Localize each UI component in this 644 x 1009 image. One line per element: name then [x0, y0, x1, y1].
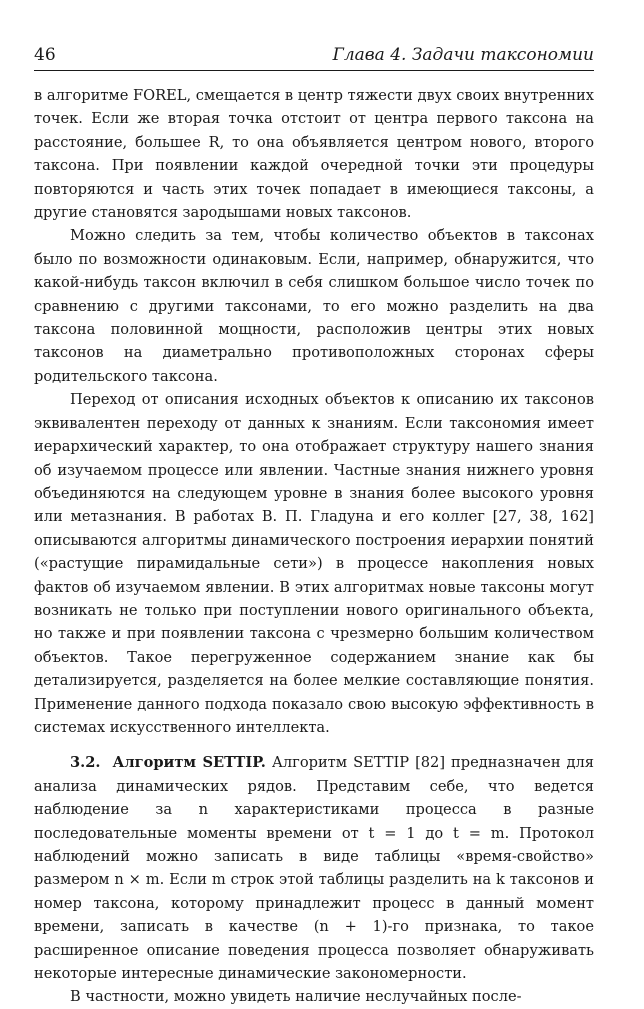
running-header: [34, 44, 594, 71]
section-text: Алгоритм SETTIP [82] предназначен для анализа динамических рядов. Представим себе, что ведется наблюдение за n характеристиками процесса в разные последовательные моменты времени от t = 1 до t = m. Протокол наблюдений можно записать в виде таблицы «время-свойство» размером n × m. Если m строк этой таблицы разделить на k таксонов и номер таксона, которому принадлежит процесс в данный момент времени, записать в качестве (n + 1)-го признака, то такое расширенное описание поведения процесса позволяет обнаруживать некоторые интересные динамические закономерности.: [34, 754, 595, 983]
paragraph-data-to-knowledge: Переход от описания исходных объектов к описанию их таксонов эквивалентен переходу от данных к знаниям. Если таксономия имеет иерархический характер, то она отображает структуру нашего знания об изучаемом процессе или явлении. Частные знания нижнего уровня объединяются на следующем уровне в знания более высокого уровня или метазнания. В работах В. П. Гладуна и его коллег [27, 38, 162] описываются алгоритмы динамического построения иерархии понятий («растущие пирамидальные сети») в процессе накопления новых фактов об изучаемом явлении. В этих алгоритмах новые таксоны могут возникать не только при поступлении нового оригинального объекта, но также и при появлении таксона с чрезмерно большим количеством объектов. Такое перегруженное содержанием знание как бы детализируется, разделяется на более мелкие составляющие понятия. Применение данного подхода показало свою высокую эффективность в системах искусственного интеллекта.: [34, 391, 594, 736]
chapter-title: Глава 4. Задачи таксономии: [332, 45, 594, 65]
page-number: 46: [34, 45, 56, 65]
page-body: [34, 84, 594, 1009]
paragraph-taxon-balance: Можно следить за тем, чтобы количество объектов в таксонах было по возможности одинаковым. Если, например, обнаружится, что какой-нибудь таксон включил в себя слишком большое число точек по сравнению с другими таксонами, то его можно разделить на два таксона половинной мощности, расположив центры этих новых таксонов на диаметрально противоположных сторонах сферы родительского таксона.: [34, 227, 594, 385]
paragraph-last-partial: В частности, можно увидеть наличие неслучайных после-: [70, 988, 522, 1006]
section-title: Алгоритм SETTIP.: [112, 754, 266, 772]
section-number: 3.2.: [70, 754, 101, 772]
book-page: [34, 44, 594, 1009]
paragraph-continuation: в алгоритме FOREL, смещается в центр тяжести двух своих внутренних точек. Если же вторая точка отстоит от центра первого таксона на расстояние, большее R, то она объявляется центром нового, второго таксона. При появлении каждой очередной точки эти процедуры повторяются и часть этих точек попадает в имеющиеся таксоны, а другие становятся зародышами новых таксонов.: [34, 87, 594, 222]
section-3-2: [34, 751, 594, 985]
